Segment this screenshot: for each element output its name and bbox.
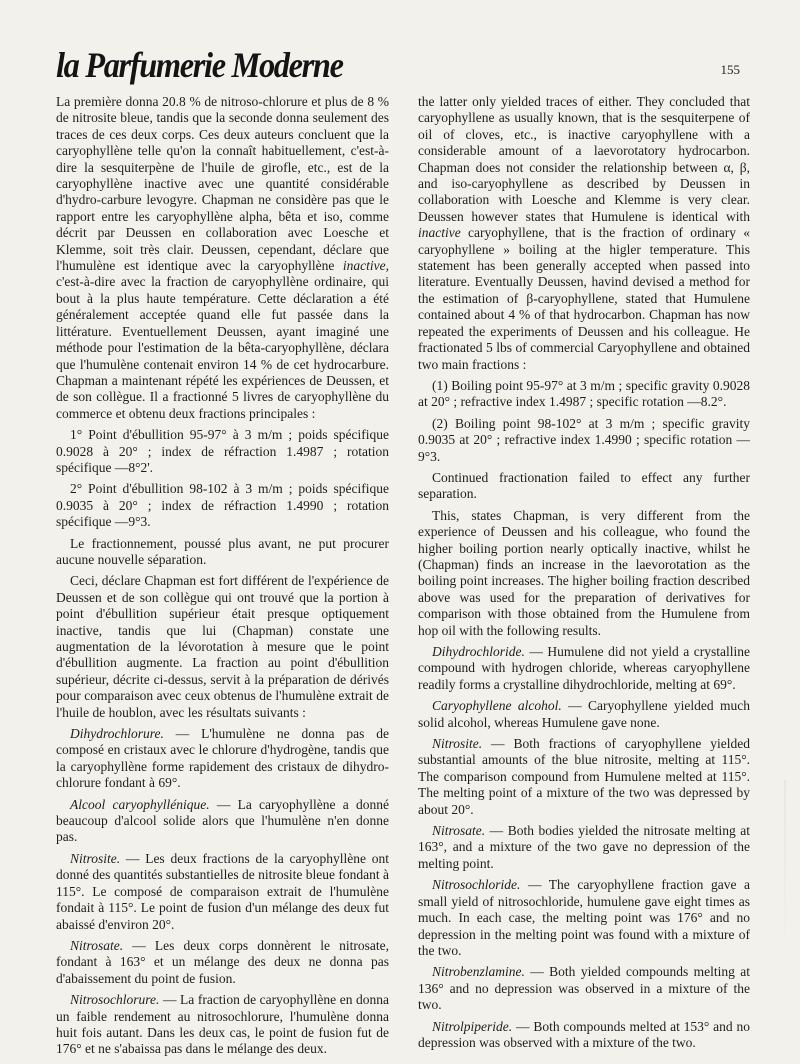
page-number: 155 [720, 62, 740, 77]
fraction-item: 2° Point d'ébullition 98-102 à 3 m/m ; poids spécifique 0.9035 à 20° ; index de réfraction 1.4990 ; rotation spécifique —9°3. [56, 481, 389, 530]
masthead-logo: la Parfumerie Moderne [56, 45, 343, 85]
derivative-entry: Alcool caryophyllénique. — La caryophyllène a donné beaucoup d'alcool solide alors que l'humulène n'en donne pas. [56, 796, 389, 845]
fraction-item: 1° Point d'ébullition 95-97° à 3 m/m ; poids spécifique 0.9028 à 20° ; index de réfraction 1.4987 ; rotation spécifique —8°2'. [56, 427, 389, 475]
derivative-entry: Nitrosite. — Both fractions of caryophyllene yielded substantial amounts of the blue nitrosite, melting at 115°. The comparison compound from Humulene melted at 115°. The melting point of a mixture of the two was depressed by about 20°. [418, 736, 750, 817]
derivative-entry: Dihydrochloride. — Humulene did not yield a crystalline compound with hydrogen chloride, whereas caryophyllene readily forms a crystalline dihydrochloride, melting at 69°. [418, 644, 751, 692]
derivative-entry: Nitrosochlorure. — La fraction de caryophyllène en donna un faible rendement au nitrosochlorure, l'humulène donna huit fois autant. Dans les deux cas, le point de fusion fut de 176° et ne s'abaissa pas dans le mélange des deux. [56, 992, 390, 1057]
fraction-item: (1) Boiling point 95-97° at 3 m/m ; specific gravity 0.9028 at 20° ; refractive index 1.4987 ; specific rotation —8.2°. [418, 377, 750, 410]
derivative-entry: Nitrosate. — Les deux corps donnèrent le nitrosate, fondant à 163° et un mélange des deux ne donna pas d'abaissement du point de fusion. [56, 937, 390, 986]
derivative-entry: Nitrolpiperide. — Both compounds melted at 153° and no depression was observed with a mixture of the two. [418, 1018, 750, 1050]
derivative-entry: Nitrobenzlamine. — Both yielded compounds melting at 136° and no depression was observed in a mixture of the two. [418, 964, 750, 1013]
right-column [418, 94, 750, 1056]
derivative-entry: Nitrosochloride. — The caryophyllene fraction gave a small yield of nitrosochloride, humulene gave eight times as much. In each case, the melting point was 176° and no depression in the melting point was found with a mixture of the two. [418, 877, 750, 958]
paragraph: Continued fractionation failed to effect any further separation. [418, 469, 750, 502]
derivative-entry: Caryophyllene alcohol. — Caryophyllene yielded much solid alcohol, whereas Humulene gave none. [418, 698, 750, 730]
paragraph: Ceci, déclare Chapman est fort différent de l'expérience de Deussen et de son collègue qui ont trouvé que la portion à point d'ébullition supérieur était presque optiquement inactive, tandis que lui (Chapman) constate une augmentation de la lévorotation à mesure que le point d'ébullition augmente. La fraction au point d'ébullition supérieur, décrite ci-dessus, servit à la préparation de dérivés pour comparaison avec ceux obtenus de l'humulène extrait de l'huile de houblon, avec les résultats suivants : [56, 573, 389, 720]
derivative-entry: Nitrosate. — Both bodies yielded the nitrosate melting at 163°, and a mixture of the two gave no depression of the melting point. [418, 823, 751, 871]
paragraph: the latter only yielded traces of either. They concluded that caryophyllene as usually known, that is the sesquiterpene of oil of cloves, etc., is inactive caryophyllene with a considerable amount of a laevorotatory hydrocarbon. Chapman does not consider the relationship between α, β, and iso-caryophyllene as described by Deussen in collaboration with Loesche and Klemme is very clear. Deussen however states that Humulene is identical with inactive caryophyllene, that is the fraction of ordinary « caryophyllene » boiling at the higler temperature. This statement has been generally accepted when passed into literature. Eventually Deussen, havind devised a method for the estimation of β-caryophyllene, stated that Humulene contained about 4 % of that hydrocarbon. Chapman has now repeated the experiments of Deussen and his colleague. He fractionated 5 lbs of commercial Caryophyllene and obtained two main fractions : [418, 94, 750, 372]
derivative-entry: Nitrosite. — Les deux fractions de la caryophyllène ont donné des quantités substantielles de nitrosite bleue fondant à 115°. Le composé de comparaison extrait de l'humulène fondait à 115°. Le point de fusion d'un mélange des deux fut abaissé d'environ 20°. [56, 850, 390, 932]
derivative-entry: Dihydrochlorure. — L'humulène ne donna pas de composé en cristaux avec le chlorure d'hydrogène, tandis que la caryophyllène forme rapidement des cristaux de dihydro-chlorure fondant à 69°. [56, 726, 389, 791]
paragraph: This, states Chapman, is very different from the experience of Deussen and his colleague, who found the higher boiling portion nearly optically inactive, whilst he (Chapman) finds an increase in the laevorotation as the boiling point increases. The higher boiling fraction described above was used for the preparation of derivatives for comparison with those obtained from the Humulene from hop oil with the following results. [418, 507, 750, 638]
paragraph: La première donna 20.8 % de nitroso-chlorure et plus de 8 % de nitrosite bleue, tandis que la seconde donna seulement des traces de ces deux corps. Ces deux auteurs concluent que la caryophyllène telle qu'on la connaît habituellement, c'est-à-dire la sesquiterpène de l'huile de girofle, etc., est de la caryophyllène inactive avec une quantité considérable d'hydro-carbure levogyre. Chapman ne considère pas que le rapport entre les caryophyllène alpha, bêta et iso, comme décrit par Deussen en collaboration avec Loesche et Klemme, soit très clair. Deussen, cependant, déclare que l'humulène est identique avec la caryophyllène inactive, c'est-à-dire avec la fraction de caryophyllène ordinaire, qui bout à la plus haute température. Cette déclaration a été généralement acceptée quand elle fut passée dans la littérature. Eventuellement Deussen, ayant imaginé une méthode pour l'estimation de la bêta-caryophyllène, déclara que l'humulène contenait environ 14 % de cet hydrocarbure. Chapman a maintenant répété les expériences de Deussen, et de son collègue. Il a fractionné 5 livres de caryophyllène du commerce et obtenu deux fractions principales : [56, 94, 390, 421]
paragraph: Le fractionnement, poussé plus avant, ne put procurer aucune nouvelle séparation. [56, 535, 389, 567]
fraction-item: (2) Boiling point 98-102° at 3 m/m ; specific gravity 0.9035 at 20° ; refractive index 1.4990 ; specific rotation —9°3. [418, 415, 750, 464]
scan-artifact [784, 780, 786, 940]
left-column [56, 94, 389, 1063]
